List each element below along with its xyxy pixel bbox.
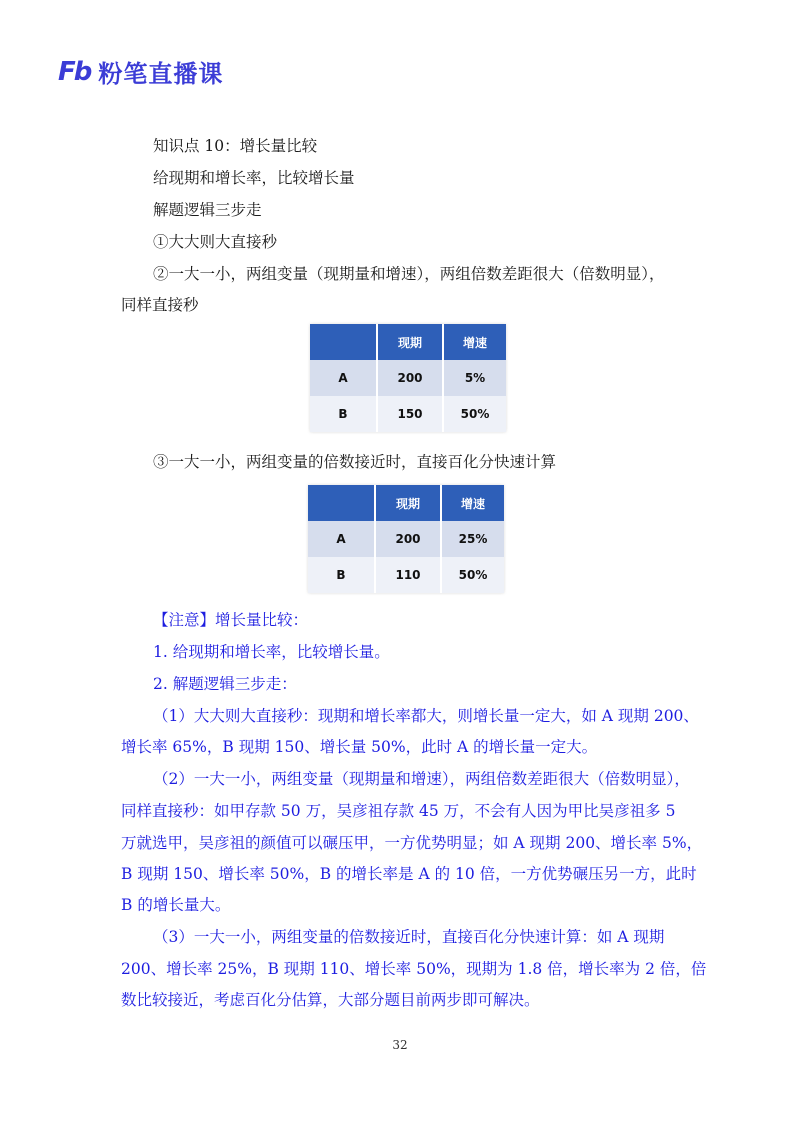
body-line: ②一大一小，两组变量（现期量和增速），两组倍数差距很大（倍数明显）， [153, 265, 665, 283]
table-header-cell: 增速 [441, 485, 504, 521]
note-line: 数比较接近，考虑百化分估算，大部分题目前两步即可解决。 [121, 991, 540, 1009]
table-header-cell: 增速 [443, 324, 506, 360]
table-cell: 150 [377, 396, 443, 432]
table-cell: 200 [377, 360, 443, 396]
table-header-cell: 现期 [377, 324, 443, 360]
table-cell: 200 [375, 521, 441, 557]
body-line: ③一大一小，两组变量的倍数接近时，直接百化分快速计算 [153, 453, 557, 471]
table-row [310, 360, 506, 396]
fenbi-logo-icon: Fb [58, 56, 91, 87]
brand-logo [58, 54, 223, 89]
table-header-row [308, 485, 504, 521]
table-cell: A [310, 360, 377, 396]
body-line: 解题逻辑三步走 [153, 201, 262, 219]
table-header-row [310, 324, 506, 360]
note-line: （1）大大则大直接秒：现期和增长率都大，则增长量一定大，如 A 现期 200、 [153, 707, 699, 725]
note-line: 同样直接秒：如甲存款 50 万，吴彦祖存款 45 万，不会有人因为甲比吴彦祖多 5 [121, 802, 676, 820]
note-line: 2. 解题逻辑三步走： [153, 675, 297, 693]
body-line: ①大大则大直接秒 [153, 233, 278, 251]
table-cell: 25% [441, 521, 504, 557]
body-line: 给现期和增长率，比较增长量 [153, 169, 355, 187]
note-line: B 现期 150、增长率 50%，B 的增长率是 A 的 10 倍，一方优势碾压另一方，此时 [121, 865, 697, 883]
table-cell: 50% [443, 396, 506, 432]
page-number: 32 [392, 1038, 408, 1052]
body-line: 同样直接秒 [121, 296, 199, 314]
table-row [308, 521, 504, 557]
note-line: （3）一大一小，两组变量的倍数接近时，直接百化分快速计算：如 A 现期 [153, 928, 665, 946]
table-cell: A [308, 521, 375, 557]
table-row [308, 557, 504, 593]
note-line: （2）一大一小，两组变量（现期量和增速），两组倍数差距很大（倍数明显）， [153, 770, 690, 788]
note-line: 增长率 65%，B 现期 150、增长量 50%，此时 A 的增长量一定大。 [121, 738, 598, 756]
table-header-cell: 现期 [375, 485, 441, 521]
table-cell: B [310, 396, 377, 432]
brand-name: 粉笔直播课 [98, 60, 224, 88]
note-line: B 的增长量大。 [121, 896, 231, 914]
note-line: 万就选甲，吴彦祖的颜值可以碾压甲，一方优势明显；如 A 现期 200、增长率 5%， [121, 834, 703, 852]
table-header-cell [310, 324, 377, 360]
note-line: 200、增长率 25%，B 现期 110、增长率 50%，现期为 1.8 倍，增长率为 2 倍，倍 [121, 960, 707, 978]
data-table-2 [308, 485, 504, 593]
data-table-1 [310, 324, 506, 432]
table-cell: 50% [441, 557, 504, 593]
table-header-cell [308, 485, 375, 521]
note-heading: 【注意】增长量比较： [153, 611, 309, 629]
knowledge-point-title: 知识点 10：增长量比较 [153, 137, 318, 155]
table-cell: B [308, 557, 375, 593]
table-row [310, 396, 506, 432]
table-cell: 110 [375, 557, 441, 593]
table-cell: 5% [443, 360, 506, 396]
note-line: 1. 给现期和增长率，比较增长量。 [153, 643, 390, 661]
